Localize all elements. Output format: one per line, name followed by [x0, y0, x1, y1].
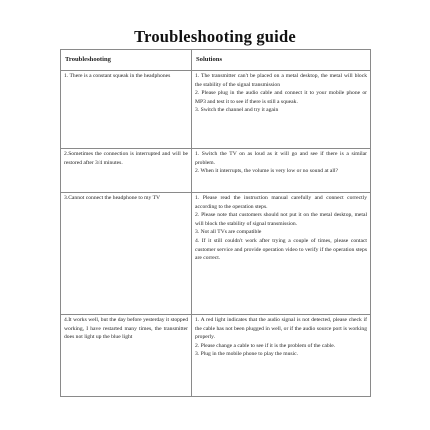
solutions-cell	[192, 149, 371, 193]
table-row	[61, 149, 371, 193]
solution-step: 3. Plug in the mobile phone to play the music.	[195, 351, 299, 358]
solution-step: 1. The transmitter can't be placed on a metal desktop, the metal will block the stability of the signal transmission	[195, 73, 367, 88]
troubleshooting-table	[60, 49, 371, 397]
solution-step: 2. When it interrupts, the volume is very low or no sound at all?	[195, 168, 338, 175]
solutions-cell	[192, 71, 371, 149]
page-title: Troubleshooting guide	[134, 27, 296, 46]
solution-step: 4. If it still couldn't work after trying a couple of times, please contact customer service and provide operation video to verify if the operation steps are correct.	[195, 237, 367, 262]
solution-step: 1. A red light indicates that the audio signal is not detected, please check if the cable has not been plugged in well, or if the audio source port is working properly.	[195, 317, 367, 341]
column-header-troubleshooting: Troubleshooting	[61, 50, 192, 71]
solutions-cell	[192, 193, 371, 315]
problem-cell: 4.It works well, but the day before yesterday it stopped working, I have restarted many times, the transmitter does not light up the blue light	[61, 315, 192, 397]
table-header-row	[61, 50, 371, 71]
solution-step: 2. Please change a cable to see if it is the problem of the cable.	[195, 342, 336, 349]
solution-step: 3. Not all TVs are compatible	[195, 229, 262, 236]
solution-step: 3. Switch the channel and try it again	[195, 107, 279, 114]
table-row	[61, 193, 371, 315]
solution-step: 1. Switch the TV on as loud as it will go and see if there is a similar problem.	[195, 151, 367, 166]
problem-cell: 2.Sometimes the connection is interrupted and will be restored after 3/4 minutes.	[61, 149, 192, 193]
problem-cell: 1. There is a constant squeak in the headphones	[61, 71, 192, 149]
table-row	[61, 315, 371, 397]
solution-step: 2. Please note that customers should not put it on the metal desktop, metal will block the stability of signal transmission.	[195, 212, 367, 227]
table-row	[61, 71, 371, 149]
solution-step: 2. Please plug in the audio cable and connect it to your mobile phone or MP3 and test it to see if there is still a squeak.	[195, 90, 367, 105]
problem-cell: 3.Cannot connect the headphone to my TV	[61, 193, 192, 315]
column-header-solutions: Solutions	[192, 50, 371, 71]
solution-step: 1. Please read the instruction manual carefully and connect correctly according to the operation steps.	[195, 195, 367, 210]
solutions-cell	[192, 315, 371, 397]
